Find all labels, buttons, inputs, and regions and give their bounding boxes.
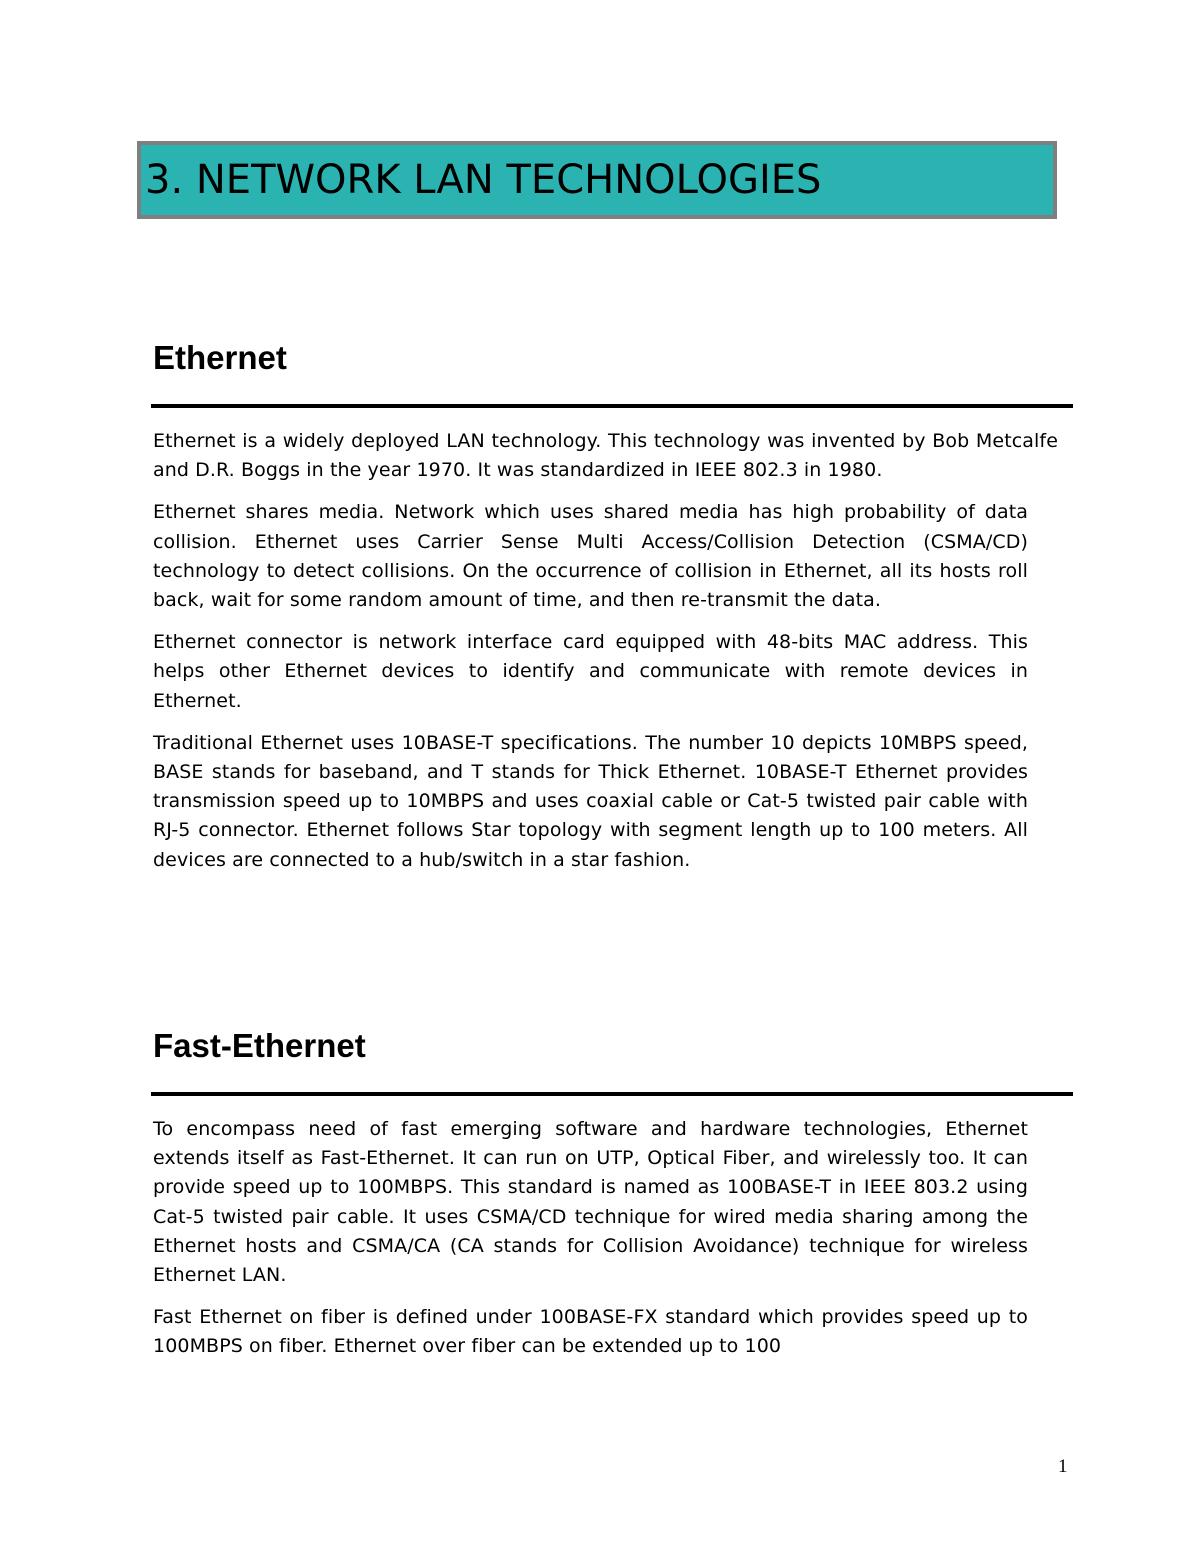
section-fast-ethernet xyxy=(153,1026,1075,1358)
paragraph: Ethernet is a widely deployed LAN technology. This technology was invented by Bob Metcalfe and D.R. Boggs in the year 1970. It was standardized in IEEE 802.3 in 1980. xyxy=(153,430,1058,482)
paragraph: To encompass need of fast emerging software and hardware technologies, Ethernet extends itself as Fast-Ethernet. It can run on UTP, Optical Fiber, and wirelessly too. It can provide speed up to 100MBPS. This standard is named as 100BASE-T in IEEE 803.2 using Cat-5 twisted pair cable. It uses CSMA/CD technique for wired media sharing among the Ethernet hosts and CSMA/CA (CA stands for Collision Avoidance) technique for wireless Ethernet LAN. xyxy=(153,1118,1028,1287)
section-divider xyxy=(151,1092,1073,1096)
paragraph: Traditional Ethernet uses 10BASE-T specifications. The number 10 depicts 10MBPS speed, BASE stands for baseband, and T stands for Thick Ethernet. 10BASE-T Ethernet provides transmission speed up to 10MBPS and uses coaxial cable or Cat-5 twisted pair cable with RJ-5 connector. Ethernet follows Star topology with segment length up to 100 meters. All devices are connected to a hub/switch in a star fashion. xyxy=(153,731,1028,871)
section-body xyxy=(153,427,1058,888)
page-number: 1 xyxy=(1058,1456,1068,1477)
paragraph: Fast Ethernet on fiber is defined under 100BASE-FX standard which provides speed up to 100MBPS on fiber. Ethernet over fiber can be extended up to 100 xyxy=(153,1306,1028,1358)
paragraph: Ethernet connector is network interface card equipped with 48-bits MAC address. This helps other Ethernet devices to identify and communicate with remote devices in Ethernet. xyxy=(153,631,1028,712)
section-body xyxy=(153,1115,1028,1375)
section-ethernet xyxy=(153,338,1075,871)
chapter-title: 3. NETWORK LAN TECHNOLOGIES xyxy=(145,157,822,203)
paragraph: Ethernet shares media. Network which uses shared media has high probability of data collision. Ethernet uses Carrier Sense Multi Access/Collision Detection (CSMA/CD) technology to detect collisions. On the occurrence of collision in Ethernet, all its hosts roll back, wait for some random amount of time, and then re-transmit the data. xyxy=(153,501,1028,612)
section-divider xyxy=(151,404,1073,408)
section-heading: Ethernet xyxy=(153,339,287,376)
section-heading: Fast-Ethernet xyxy=(153,1027,366,1064)
chapter-banner xyxy=(137,141,1057,219)
